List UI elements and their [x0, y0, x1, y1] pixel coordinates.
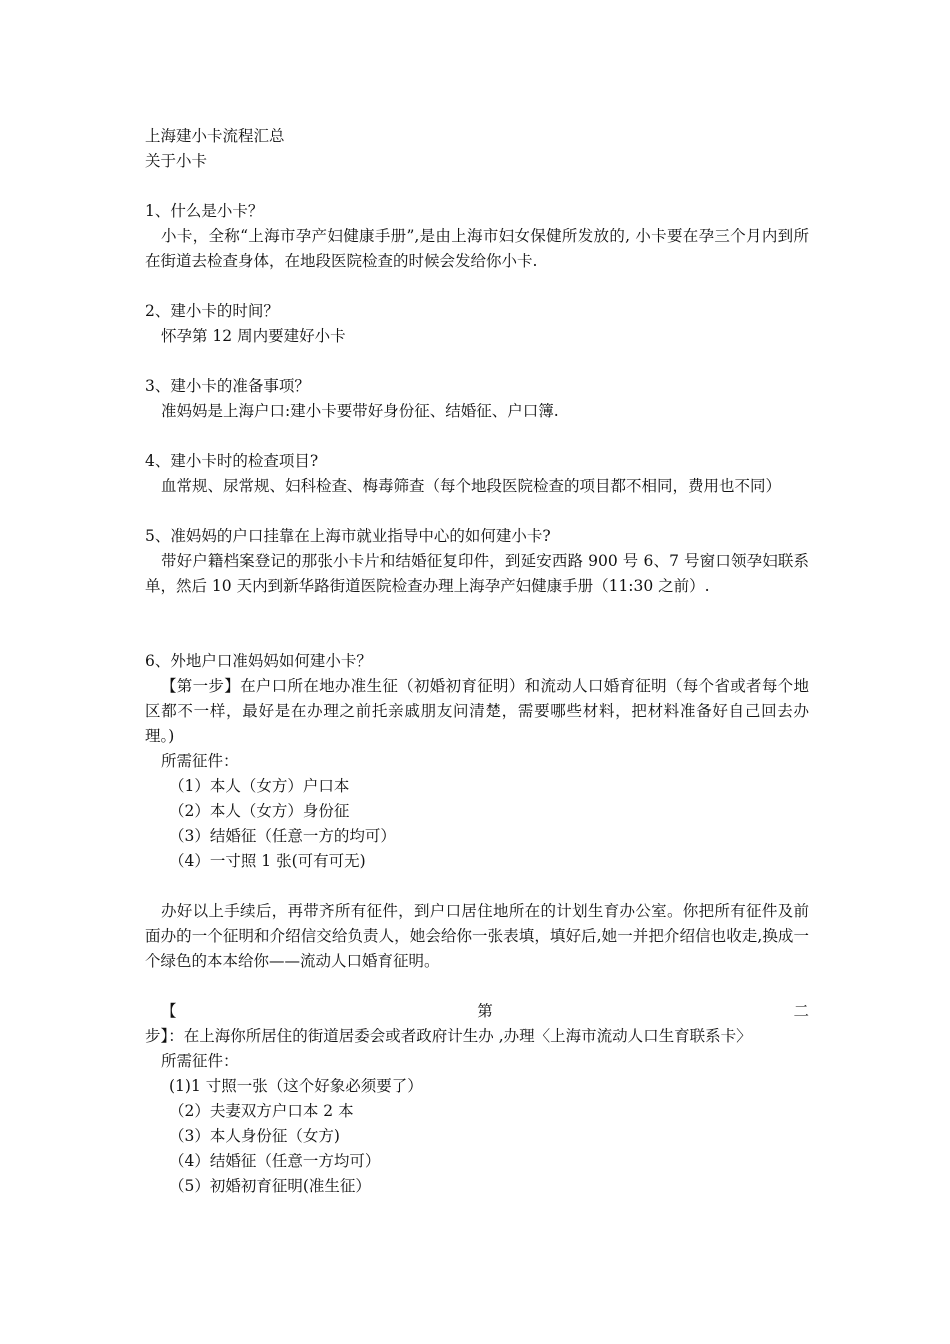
- q3-body: 准妈妈是上海户口:建小卡要带好身份征、结婚征、户口簿.: [161, 402, 559, 420]
- step2-item: （2）夫妻双方户口本 2 本: [169, 1102, 354, 1120]
- q2-body: 怀孕第 12 周内要建好小卡: [161, 327, 346, 345]
- q3-heading: 3、建小卡的准备事项？: [145, 377, 310, 395]
- step2-paragraph: [145, 999, 809, 1049]
- q4-heading: 4、建小卡时的检查项目?: [145, 452, 319, 470]
- step2-body: ：在上海你所居住的街道居委会或者政府计生办 ,办理〈上海市流动人口生育联系卡〉: [168, 1027, 752, 1045]
- q5-body: 带好户籍档案登记的那张小卡片和结婚征复印件，到延安西路 900 号 6、7 号窗口领孕妇联系单，然后 10 天内到新华路街道医院检查办理上海孕产妇健康手册（11:30 之前）.: [145, 552, 809, 595]
- q6-heading: 6、外地户口准妈妈如何建小卡？: [145, 652, 372, 670]
- step2-label: 【第二步】: [145, 1002, 809, 1045]
- step1-item: （1）本人（女方）户口本: [169, 777, 350, 795]
- step1-after: 办好以上手续后，再带齐所有征件，到户口居住地所在的计划生育办公室。你把所有征件及前面办的一个征明和介绍信交给负责人，她会给你一张表填，填好后,她一并把介绍信也收走,换成一个绿色的本本给你——流动人口婚育征明。: [145, 902, 809, 970]
- document-title: 上海建小卡流程汇总: [145, 127, 285, 145]
- step1-paragraph: [145, 674, 809, 749]
- document-subtitle: 关于小卡: [145, 152, 208, 170]
- q1-heading: 1、什么是小卡？: [145, 202, 264, 220]
- step2-item: （5）初婚初育征明(准生征）: [169, 1177, 371, 1195]
- q2-heading: 2、建小卡的时间？: [145, 302, 279, 320]
- q1-body: 小卡，全称“上海市孕产妇健康手册”,是由上海市妇女保健所发放的, 小卡要在孕三个月内到所在街道去检查身体，在地段医院检查的时候会发给你小卡.: [145, 227, 809, 270]
- step1-item: （3）结婚征（任意一方的均可）: [169, 827, 396, 845]
- step1-item: （2）本人（女方）身份征: [169, 802, 350, 820]
- document-page: [145, 124, 809, 1199]
- step1-docs-label: 所需征件：: [161, 752, 239, 770]
- step2-item: （4）结婚征（任意一方均可）: [169, 1152, 381, 1170]
- step1-item: （4）一寸照 1 张(可有可无): [169, 852, 366, 870]
- step1-body: 在户口所在地办准生征（初婚初育征明）和流动人口婚育征明（每个省或者每个地区都不一样，最好是在办理之前托亲戚朋友问清楚，需要哪些材料，把材料准备好自己回去办理。): [145, 677, 809, 745]
- step2-item: (1)1 寸照一张（这个好象必须要了）: [169, 1077, 423, 1095]
- q4-body: 血常规、尿常规、妇科检查、梅毒筛查（每个地段医院检查的项目都不相同，费用也不同）: [161, 477, 782, 495]
- step2-item: （3）本人身份征（女方): [169, 1127, 340, 1145]
- step1-label: 【第一步】: [161, 677, 241, 695]
- q5-heading: 5、准妈妈的户口挂靠在上海市就业指导中心的如何建小卡?: [145, 527, 551, 545]
- step2-docs-label: 所需征件：: [161, 1052, 239, 1070]
